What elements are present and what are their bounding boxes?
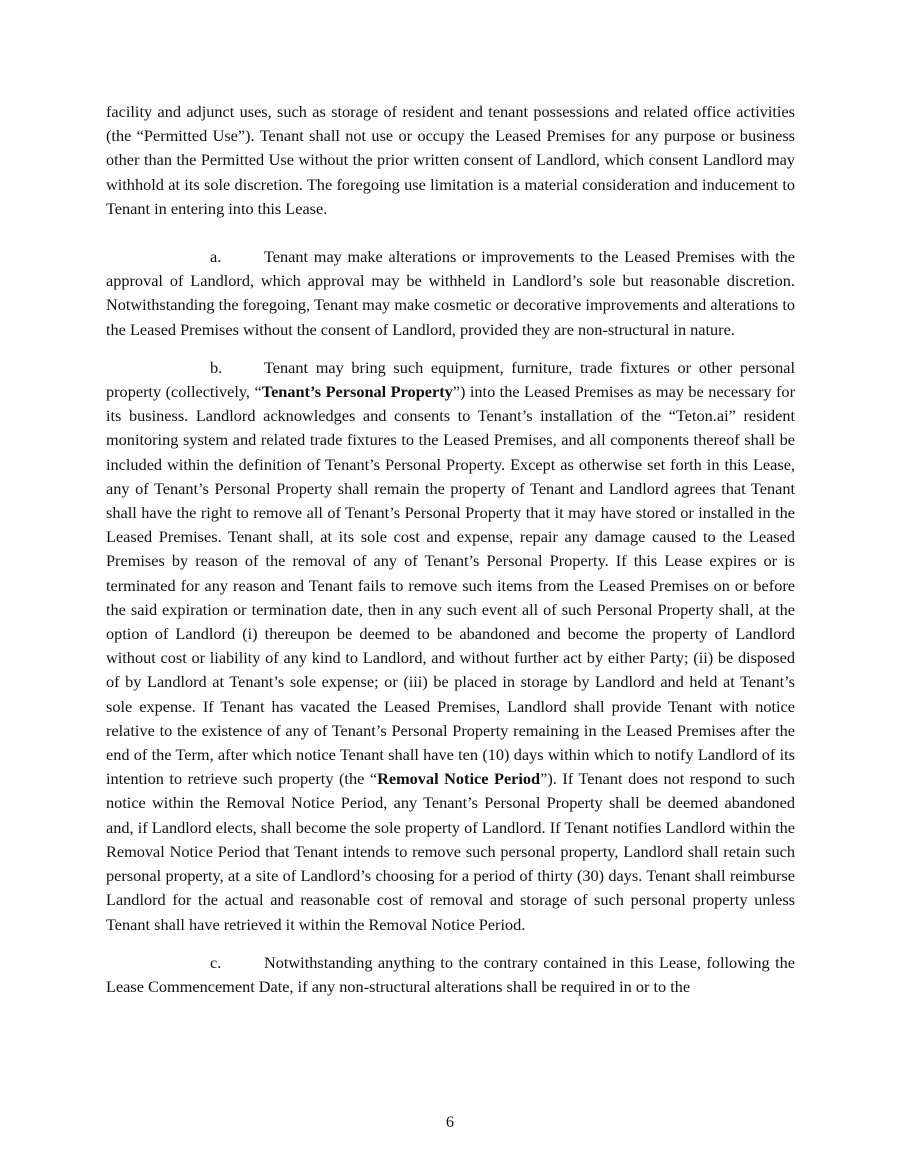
paragraph-a-text: Tenant may make alterations or improvements to the Leased Premises with the approval of Landlord, which approval may be withheld in Landlord’s sole but reasonable discretion. Notwithstanding the foregoing, Tenant may make cosmetic or decorative improvements and alterations to the Leased Premises without the consent of Landlord, provided they are non-structural in nature.: [106, 247, 795, 339]
paragraph-b-text-1: Tenant may bring such equipment, furniture, trade fixtures or other personal property (collectively, “: [106, 357, 795, 402]
paragraph-b: [106, 356, 795, 937]
defined-term-tenants-personal-property: Tenant’s Personal Property: [261, 382, 453, 402]
paragraph-c: [106, 951, 795, 999]
paragraph-c-marker: c.: [210, 952, 222, 972]
document-page: [106, 100, 795, 999]
intro-paragraph: facility and adjunct uses, such as storage of resident and tenant possessions and related office activities (the “Permitted Use”). Tenant shall not use or occupy the Leased Premises for any purpose or business other than the Permitted Use without the prior written consent of Landlord, which consent Landlord may withhold at its sole discretion. The foregoing use limitation is a material consideration and inducement to Tenant in entering into this Lease.: [106, 102, 795, 218]
paragraph-a-marker: a.: [210, 247, 222, 267]
page-number: 6: [445, 1112, 455, 1131]
defined-term-removal-notice-period: Removal Notice Period: [377, 769, 541, 789]
paragraph-b-marker: b.: [210, 357, 223, 377]
paragraph-c-text: Notwithstanding anything to the contrary contained in this Lease, following the Lease Commencement Date, if any non-structural alterations shall be required in or to the: [106, 952, 795, 996]
paragraph-a: [106, 245, 795, 342]
paragraph-b-text-3: ”). If Tenant does not respond to such notice within the Removal Notice Period, any Tenant’s Personal Property shall be deemed abandoned and, if Landlord elects, shall become the sole property of Landlord. If Tenant notifies Landlord within the Removal Notice Period that Tenant intends to remove such personal property, Landlord shall retain such personal property, at a site of Landlord’s choosing for a period of thirty (30) days. Tenant shall reimburse Landlord for the actual and reasonable cost of removal and storage of such personal property unless Tenant shall have retrieved it within the Removal Notice Period.: [106, 769, 796, 934]
paragraph-b-text-2: ”) into the Leased Premises as may be necessary for its business. Landlord acknowledges and consents to Tenant’s installation of the “Teton.ai” resident monitoring system and related trade fixtures to the Leased Premises, and all components thereof shall be included within the definition of Tenant’s Personal Property. Except as otherwise set forth in this Lease, any of Tenant’s Personal Property shall remain the property of Tenant and Landlord agrees that Tenant shall have the right to remove all of Tenant’s Personal Property that it may have stored or installed in the Leased Premises. Tenant shall, at its sole cost and expense, repair any damage caused to the Leased Premises by reason of the removal of any of Tenant’s Personal Property. If this Lease expires or is terminated for any reason and Tenant fails to remove such items from the Leased Premises on or before the said expiration or termination date, then in any such event all of such Personal Property shall, at the option of Landlord (i) thereupon be deemed to be abandoned and become the property of Landlord without cost or liability of any kind to Landlord, and without further act by either Party; (ii) be disposed of by Landlord at Tenant’s sole expense; or (iii) be placed in storage by Landlord and held at Tenant’s sole expense. If Tenant has vacated the Leased Premises, Landlord shall provide Tenant with notice relative to the existence of any of Tenant’s Personal Property remaining in the Leased Premises after the end of the Term, after which notice Tenant shall have ten (10) days within which to notify Landlord of its intention to retrieve such property (the “: [106, 382, 795, 789]
